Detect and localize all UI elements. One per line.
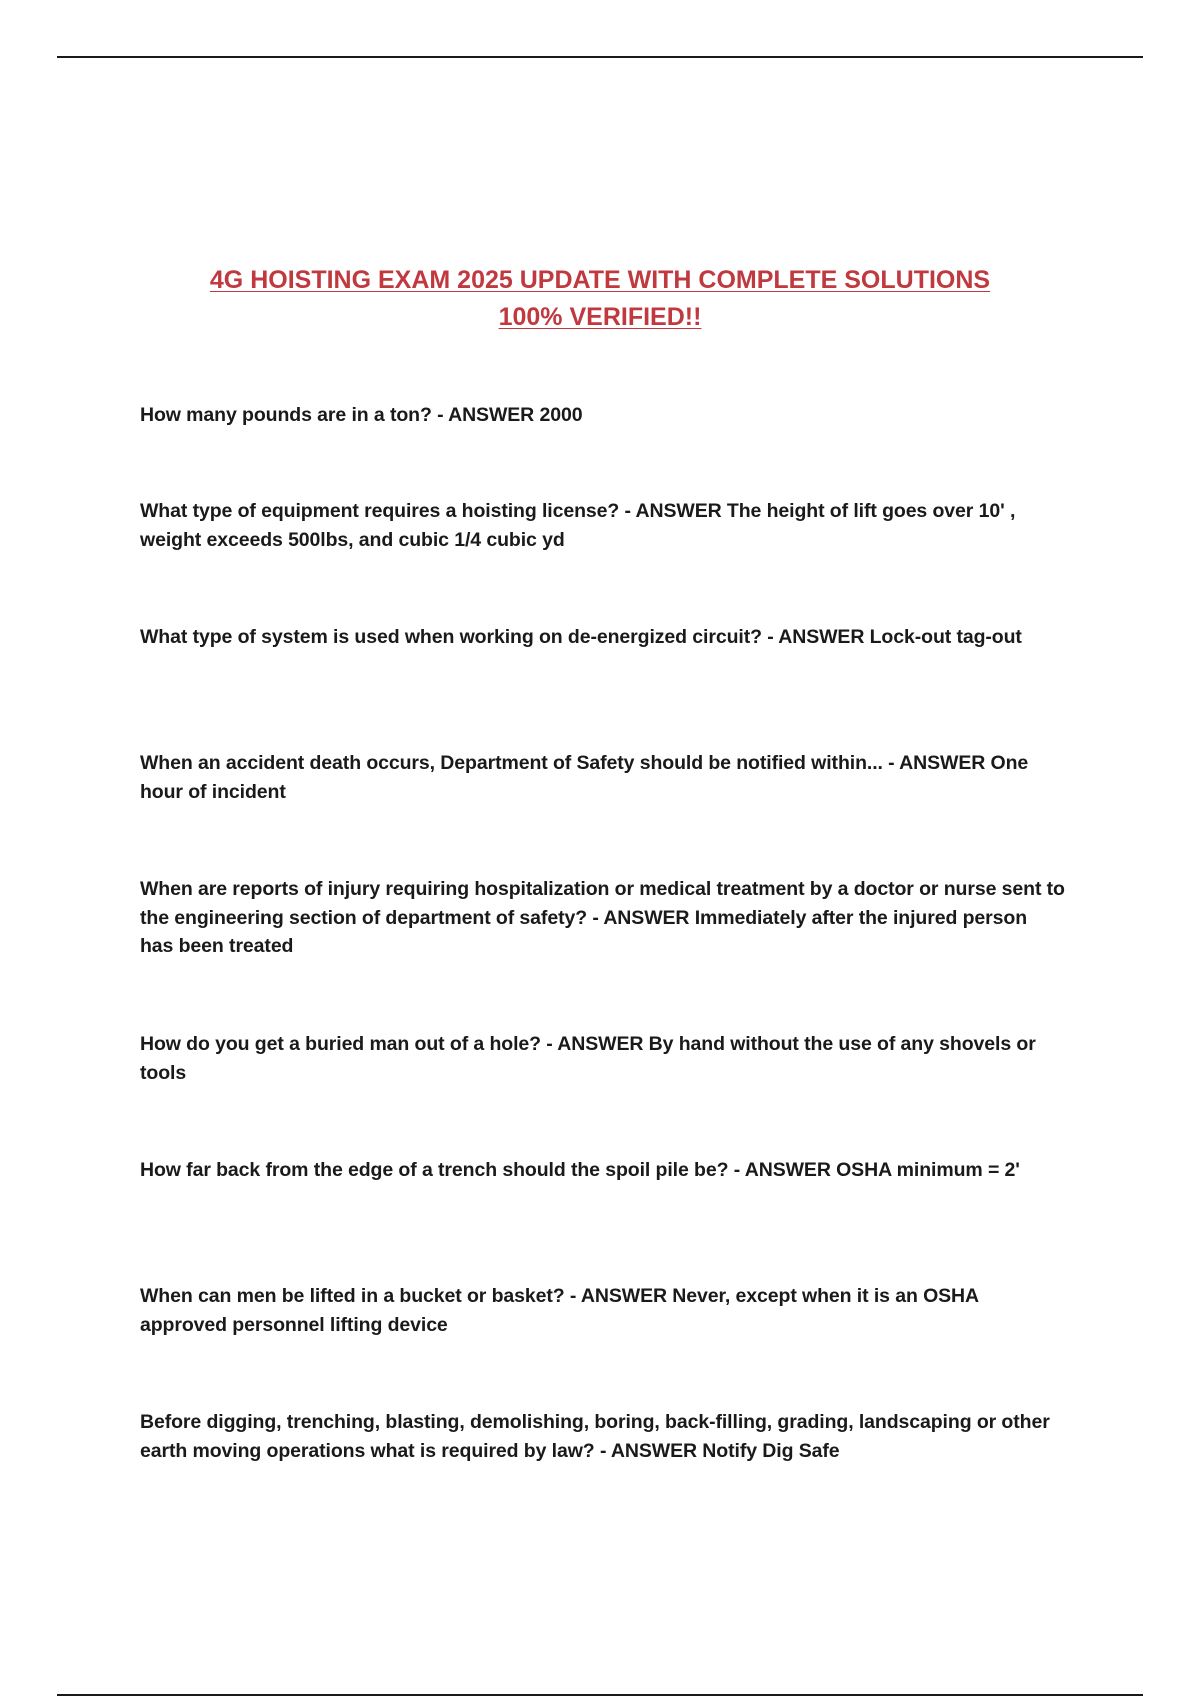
qa-item: Before digging, trenching, blasting, demolishing, boring, back-filling, grading, landscaping or other earth moving operations what is required by law? - ANSWER Notify Dig Safe bbox=[140, 1411, 1050, 1462]
qa-item: What type of equipment requires a hoisting license? - ANSWER The height of lift goes over 10' , weight exceeds 500lbs, and cubic 1/4 cubic yd bbox=[140, 500, 1016, 551]
qa-item: When an accident death occurs, Department of Safety should be notified within... - ANSWER One hour of incident bbox=[140, 752, 1029, 803]
title-line-1: 4G HOISTING EXAM 2025 UPDATE WITH COMPLETE SOLUTIONS bbox=[209, 266, 991, 294]
qa-item: How far back from the edge of a trench should the spoil pile be? - ANSWER OSHA minimum = 2' bbox=[140, 1159, 1020, 1181]
qa-item: When can men be lifted in a bucket or basket? - ANSWER Never, except when it is an OSHA approved personnel lifting device bbox=[140, 1285, 979, 1336]
document-title bbox=[100, 262, 1100, 336]
title-line-2: 100% VERIFIED!! bbox=[498, 303, 702, 331]
qa-item: How many pounds are in a ton? - ANSWER 2000 bbox=[140, 404, 583, 426]
qa-item: How do you get a buried man out of a hole? - ANSWER By hand without the use of any shovels or tools bbox=[140, 1033, 1036, 1084]
bottom-rule bbox=[57, 1694, 1143, 1696]
qa-item: What type of system is used when working on de-energized circuit? - ANSWER Lock-out tag-out bbox=[140, 626, 1022, 648]
qa-item: When are reports of injury requiring hospitalization or medical treatment by a doctor or nurse sent to the engineering section of department of safety? - ANSWER Immediately after the injured person has been treated bbox=[140, 878, 1065, 957]
top-rule bbox=[57, 56, 1143, 58]
